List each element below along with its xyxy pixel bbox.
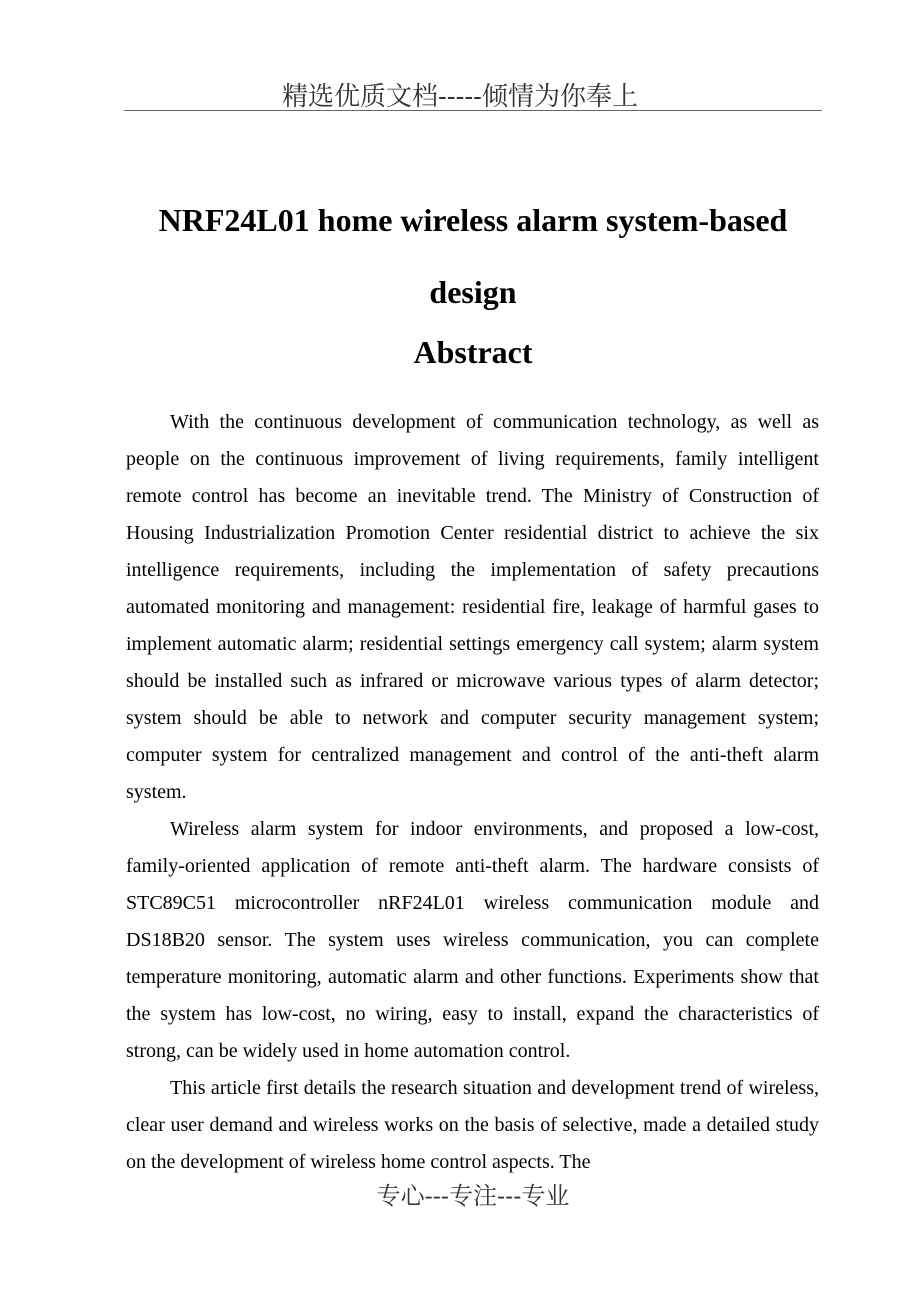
abstract-paragraph-3: This article first details the research situation and development trend of wireless, clear user demand and wireless works on the basis of selective, made a detailed study on the development of wireless home control aspects. The xyxy=(126,1077,819,1173)
abstract-body xyxy=(126,404,819,1181)
title-line-2: design xyxy=(429,274,517,310)
page-footer: 专心---专注---专业 xyxy=(376,1182,570,1210)
header-divider xyxy=(124,110,822,111)
document-title xyxy=(100,184,846,328)
abstract-paragraph-1: With the continuous development of communication technology, as well as people on the continuous improvement of living requirements, family intelligent remote control has become an inevitable trend. The Ministry of Construction of Housing Industrialization Promotion Center residential district to achieve the six intelligence requirements, including the implementation of safety precautions automated monitoring and management: residential fire, leakage of harmful gases to implement automatic alarm; residential settings emergency call system; alarm system should be installed such as infrared or microwave various types of alarm detector; system should be able to network and computer security management system; computer system for centralized management and control of the anti-theft alarm system. xyxy=(126,411,819,803)
page-header: 精选优质文档-----倾情为你奉上 xyxy=(282,82,638,112)
abstract-heading: Abstract xyxy=(413,334,533,370)
abstract-paragraph-2: Wireless alarm system for indoor environments, and proposed a low-cost, family-oriented application of remote anti-theft alarm. The hardware consists of STC89C51 microcontroller nRF24L01 wireless communication module and DS18B20 sensor. The system uses wireless communication, you can complete temperature monitoring, automatic alarm and other functions. Experiments show that the system has low-cost, no wiring, easy to install, expand the characteristics of strong, can be widely used in home automation control. xyxy=(126,818,819,1062)
title-line-1: NRF24L01 home wireless alarm system-based xyxy=(158,202,788,238)
